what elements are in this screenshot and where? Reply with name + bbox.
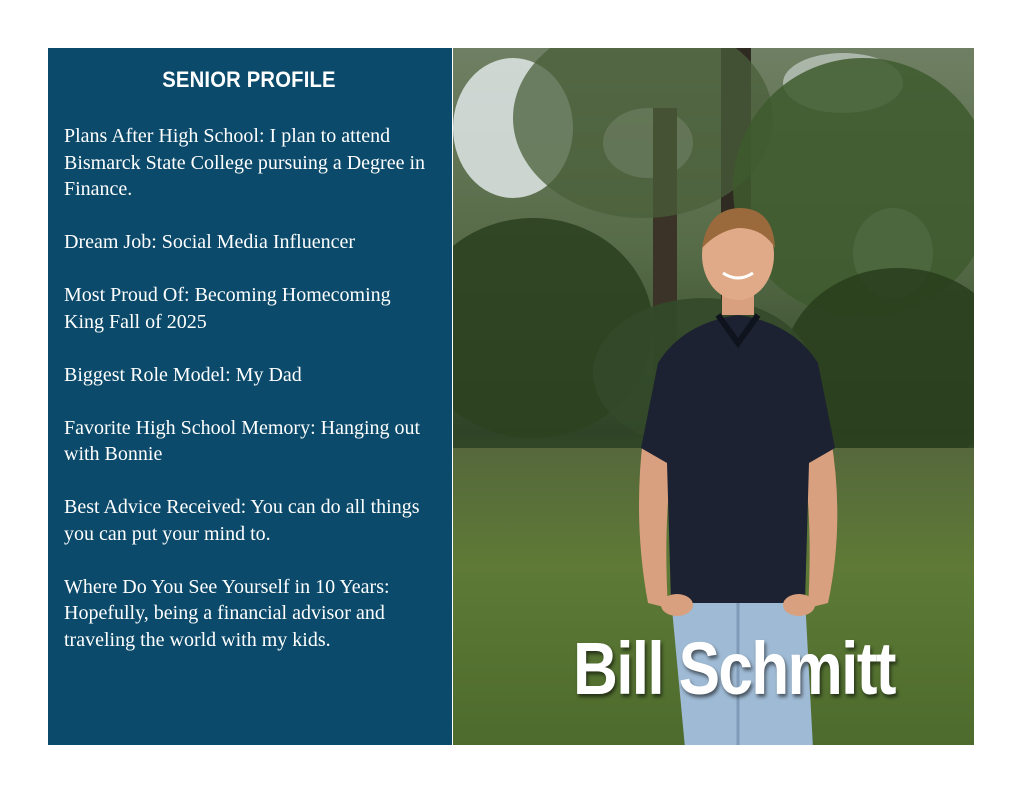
dream-job: Dream Job: Social Media Influencer [64, 231, 356, 253]
most-proud-of: Most Proud Of: Becoming Homecoming King Fall of 2025 [64, 284, 391, 333]
plans-after-high-school: Plans After High School: I plan to attend Bismarck State College pursuing a Degree in Finance. [64, 125, 426, 200]
best-advice: Best Advice Received: You can do all things you can put your mind to. [64, 496, 420, 545]
senior-profile-panel [48, 48, 452, 745]
favorite-memory: Favorite High School Memory: Hanging out with Bonnie [64, 416, 421, 465]
student-name: Bill Schmitt [573, 627, 895, 710]
profile-heading: SENIOR PROFILE [162, 67, 336, 92]
biggest-role-model: Biggest Role Model: My Dad [64, 363, 302, 386]
senior-portrait-photo [453, 48, 974, 745]
ten-year-outlook: Where Do You See Yourself in 10 Years: Hopefully, being a financial advisor and traveling the world with my kids. [64, 575, 390, 651]
